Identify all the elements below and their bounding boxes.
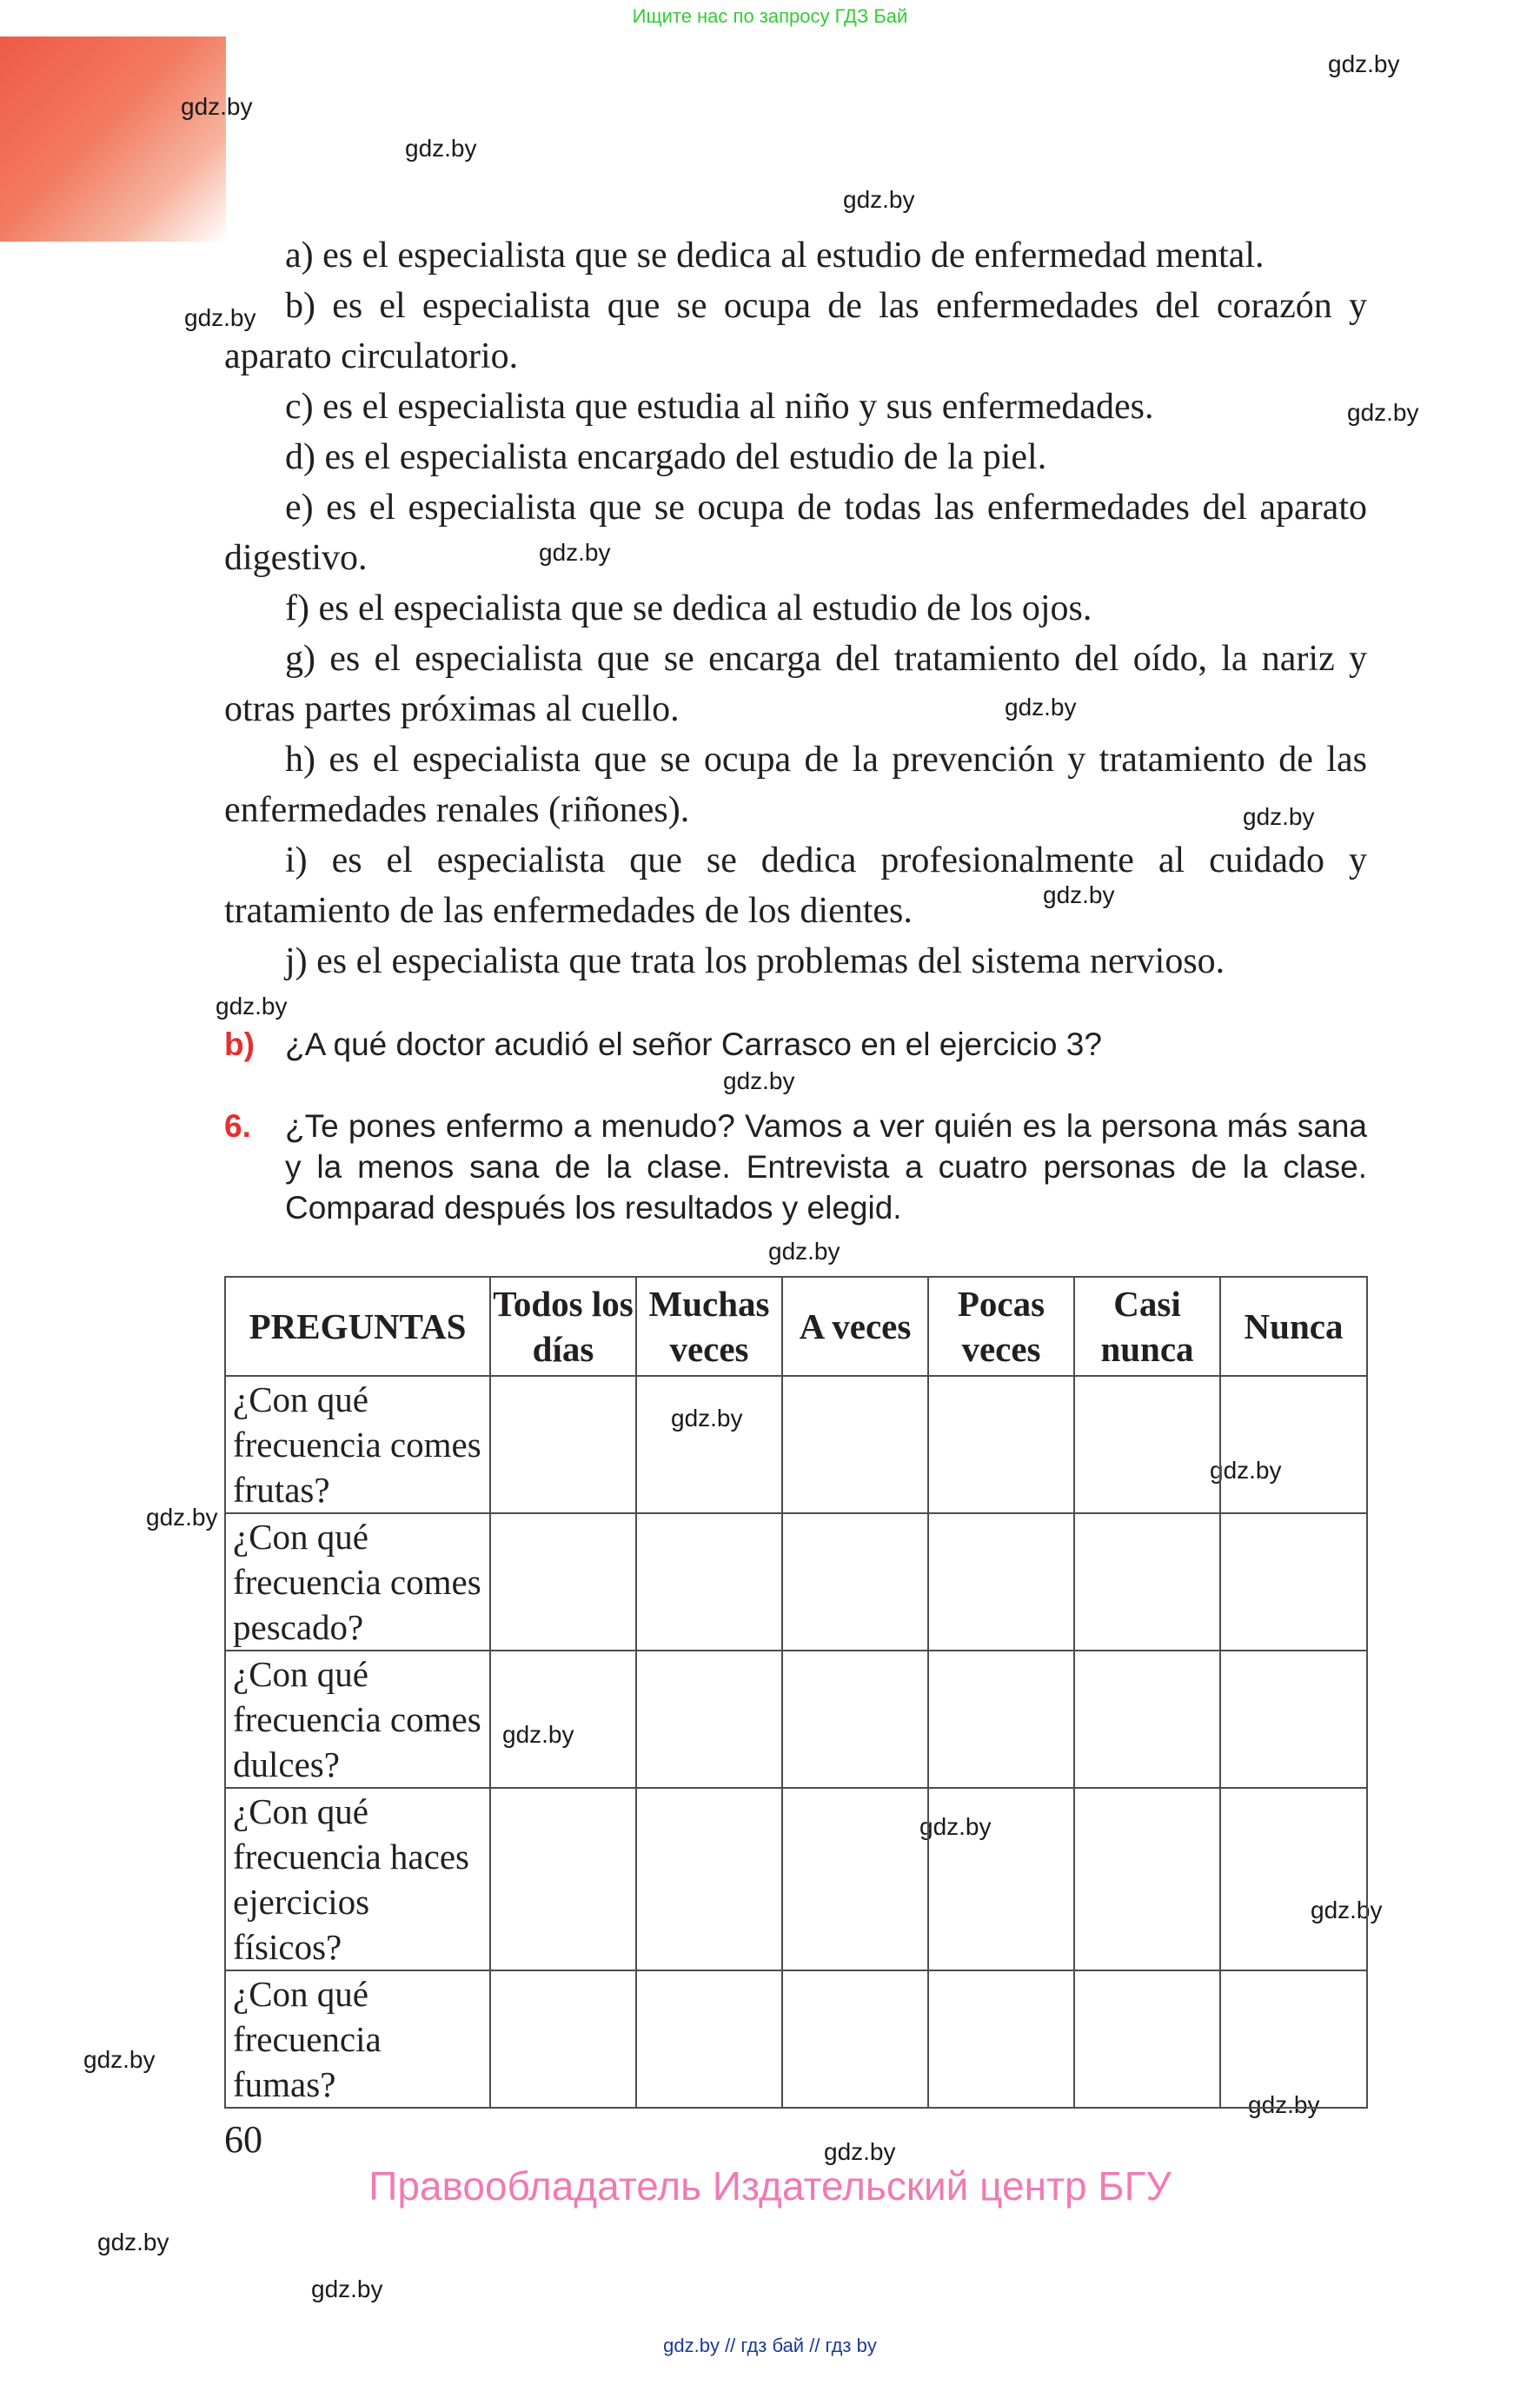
- watermark: gdz.by: [1311, 1897, 1383, 1923]
- definition-item: d) es el especialista encargado del estudio de la piel.: [285, 437, 1047, 477]
- answer-cell[interactable]: [928, 1651, 1074, 1788]
- corner-gradient: [0, 37, 226, 242]
- question-cell: ¿Con qué frecuencia haces ejercicios físicos?: [225, 1788, 490, 1970]
- watermark: gdz.by: [83, 2046, 156, 2073]
- answer-cell[interactable]: [636, 1376, 782, 1513]
- watermark: gdz.by: [1005, 694, 1077, 721]
- answer-cell[interactable]: [1220, 1651, 1367, 1788]
- watermark: gdz.by: [181, 93, 253, 120]
- watermark: gdz.by: [1328, 50, 1400, 77]
- watermark: gdz.by: [1248, 2091, 1320, 2118]
- watermark: gdz.by: [919, 1813, 992, 1840]
- question-cell: ¿Con qué frecuencia comes frutas?: [225, 1376, 490, 1513]
- table-row: [225, 1651, 1367, 1788]
- footer-links[interactable]: gdz.by // гдз бай // гдз by: [663, 2335, 877, 2356]
- page-number: 60: [224, 2118, 262, 2161]
- answer-cell[interactable]: [1220, 1513, 1367, 1651]
- answer-cell[interactable]: [782, 1376, 928, 1513]
- definition-item: b) es el especialista que se ocupa de las enfermedades del corazón y aparato circulatorio.: [224, 286, 1367, 376]
- header-todos-los-dias: Todos los días: [490, 1277, 636, 1376]
- question-cell: ¿Con qué frecuencia comes pescado?: [225, 1513, 490, 1651]
- definition-item: f) es el especialista que se dedica al estudio de los ojos.: [285, 588, 1092, 628]
- watermark: gdz.by: [1210, 1457, 1282, 1484]
- answer-cell[interactable]: [1074, 1376, 1220, 1513]
- watermark: gdz.by: [146, 1504, 218, 1531]
- answer-cell[interactable]: [636, 1788, 782, 1970]
- watermark: gdz.by: [1043, 881, 1115, 908]
- answer-cell[interactable]: [1074, 1970, 1220, 2108]
- watermark: gdz.by: [768, 1238, 840, 1265]
- table-header-row: [225, 1277, 1367, 1376]
- header-a-veces: A veces: [782, 1277, 928, 1376]
- header-muchas-veces: Muchas veces: [636, 1277, 782, 1376]
- watermark: gdz.by: [723, 1067, 795, 1094]
- definition-item: h) es el especialista que se ocupa de la prevención y tratamiento de las enfermedades renales (riñones).: [224, 740, 1367, 830]
- answer-cell[interactable]: [928, 1513, 1074, 1651]
- watermark: gdz.by: [97, 2229, 169, 2255]
- task-b: [224, 1024, 1367, 1065]
- watermark: gdz.by: [824, 2138, 896, 2165]
- definition-item: a) es el especialista que se dedica al estudio de enfermedad mental.: [285, 236, 1265, 276]
- watermark: gdz.by: [184, 304, 256, 331]
- answer-cell[interactable]: [1074, 1651, 1220, 1788]
- task-6: [224, 1106, 1367, 1228]
- answer-cell[interactable]: [1220, 1376, 1367, 1513]
- answer-cell[interactable]: [490, 1788, 636, 1970]
- watermark: gdz.by: [843, 186, 915, 213]
- answer-cell[interactable]: [490, 1651, 636, 1788]
- header-nunca: Nunca: [1220, 1277, 1367, 1376]
- task-b-text: ¿A qué doctor acudió el señor Carrasco en el ejercicio 3?: [285, 1026, 1102, 1062]
- question-cell: ¿Con qué frecuencia fumas?: [225, 1970, 490, 2108]
- definition-item: g) es el especialista que se encarga del tratamiento del oído, la nariz y otras partes próximas al cuello.: [224, 639, 1367, 729]
- watermark: gdz.by: [1347, 399, 1419, 426]
- answer-cell[interactable]: [782, 1788, 928, 1970]
- copyright-holder: Правообладатель Издательский центр БГУ: [368, 2163, 1172, 2209]
- answer-cell[interactable]: [1220, 1788, 1367, 1970]
- header-pocas-veces: Pocas veces: [928, 1277, 1074, 1376]
- definition-item: e) es el especialista que se ocupa de todas las enfermedades del aparato digestivo.: [224, 488, 1367, 578]
- answer-cell[interactable]: [636, 1651, 782, 1788]
- answer-cell[interactable]: [782, 1970, 928, 2108]
- answer-cell[interactable]: [928, 1376, 1074, 1513]
- answer-cell[interactable]: [490, 1376, 636, 1513]
- task-6-label: 6.: [224, 1108, 251, 1144]
- watermark: gdz.by: [405, 135, 477, 162]
- task-6-text: ¿Te pones enfermo a menudo? Vamos a ver quién es la persona más sana y la menos sana de la clase. Entrevista a cuatro personas de la clase. Comparad después los resultados y elegid.: [285, 1108, 1367, 1226]
- table-row: [225, 1970, 1367, 2108]
- definition-item: j) es el especialista que trata los problemas del sistema nervioso.: [285, 941, 1225, 981]
- answer-cell[interactable]: [1074, 1788, 1220, 1970]
- question-cell: ¿Con qué frecuencia comes dulces?: [225, 1651, 490, 1788]
- answer-cell[interactable]: [1074, 1513, 1220, 1651]
- task-b-label: b): [224, 1026, 255, 1062]
- watermark: gdz.by: [539, 539, 611, 566]
- definition-item: i) es el especialista que se dedica profesionalmente al cuidado y tratamiento de las enfermedades de los dientes.: [224, 840, 1367, 931]
- watermark: gdz.by: [671, 1405, 743, 1432]
- definition-item: c) es el especialista que estudia al niño y sus enfermedades.: [285, 387, 1154, 427]
- table-row: [225, 1376, 1367, 1513]
- watermark: gdz.by: [216, 993, 288, 1020]
- table-row: [225, 1788, 1367, 1970]
- watermark: gdz.by: [311, 2275, 383, 2302]
- table-row: [225, 1513, 1367, 1651]
- answer-cell[interactable]: [928, 1788, 1074, 1970]
- answer-cell[interactable]: [782, 1513, 928, 1651]
- watermark: gdz.by: [502, 1721, 574, 1748]
- survey-table: [224, 1276, 1368, 2109]
- answer-cell[interactable]: [636, 1513, 782, 1651]
- definitions-list: [224, 230, 1367, 987]
- answer-cell[interactable]: [490, 1513, 636, 1651]
- answer-cell[interactable]: [490, 1970, 636, 2108]
- top-banner[interactable]: Ищите нас по запросу ГДЗ Бай: [632, 5, 908, 27]
- answer-cell[interactable]: [1220, 1970, 1367, 2108]
- watermark: gdz.by: [1243, 803, 1315, 830]
- answer-cell[interactable]: [782, 1651, 928, 1788]
- answer-cell[interactable]: [928, 1970, 1074, 2108]
- answer-cell[interactable]: [636, 1970, 782, 2108]
- header-preguntas: PREGUNTAS: [225, 1277, 490, 1376]
- header-casi-nunca: Casi nunca: [1074, 1277, 1220, 1376]
